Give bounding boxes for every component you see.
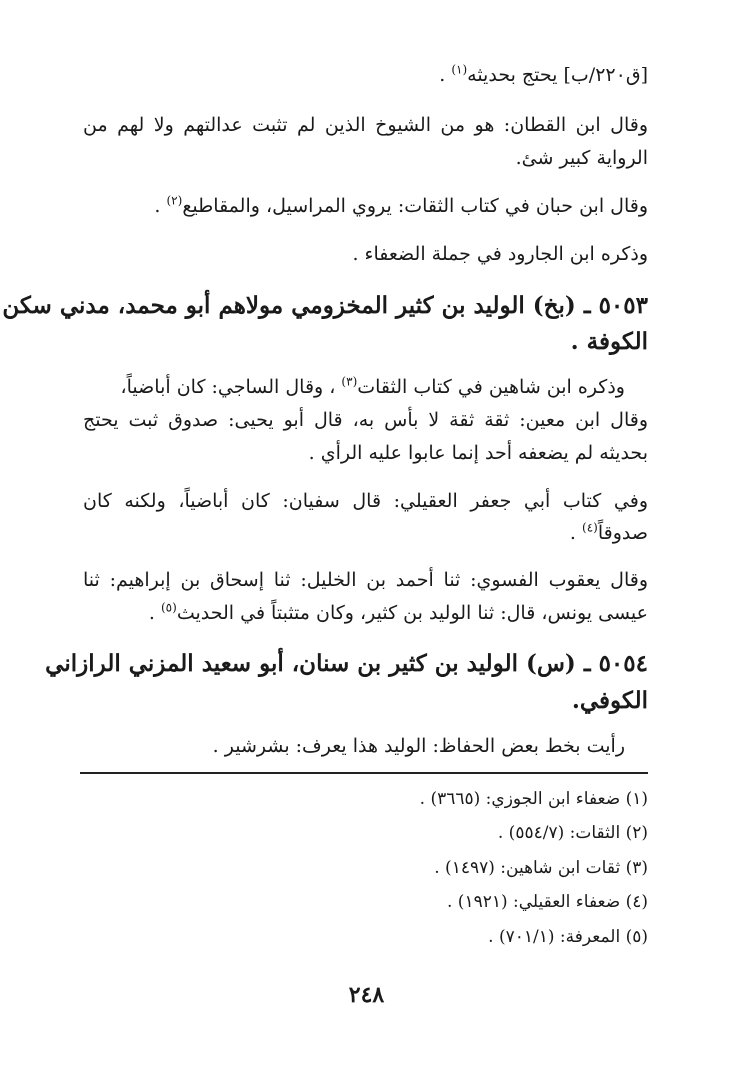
- entry-heading: ٥٠٥٣ ـ (بخ) الوليد بن كثير المخزومي مولاهم أبو محمد، مدني سكن: [2, 292, 648, 319]
- text-line: وقال ابن معين: ثقة ثقة لا بأس به، قال أبو يحيى: صدوق ثبت يحتج: [83, 409, 648, 431]
- footnote-ref[interactable]: (٣): [341, 374, 358, 389]
- text-line: [ق٢٢٠/ب] يحتج بحديثه$^{(١)}$ .: [439, 62, 648, 86]
- footnote: (٥) المعرفة: (٧٠١/١) .: [488, 927, 648, 947]
- entry-heading: الكوفة .: [570, 328, 648, 355]
- footnote-divider: [80, 772, 648, 774]
- footnote: (٣) ثقات ابن شاهين: (١٤٩٧) .: [434, 858, 648, 878]
- footnote-ref[interactable]: (١): [451, 62, 468, 77]
- footnote: (١) ضعفاء ابن الجوزي: (٣٦٦٥) .: [419, 789, 648, 809]
- text-line: وقال ابن القطان: هو من الشيوخ الذين لم تثبت عدالتهم ولا لهم من: [83, 114, 648, 136]
- text-line: صدوقاً$^{(٤)}$ .: [569, 520, 648, 544]
- text-line: وقال ابن حبان في كتاب الثقات: يروي المراسيل، والمقاطيع$^{(٢)}$ .: [154, 193, 648, 217]
- entry-heading: الكوفي.: [571, 687, 648, 714]
- text-line: الرواية كبير شئ.: [515, 147, 648, 169]
- text-line: بحديثه لم يضعفه أحد إنما عابوا عليه الرأي .: [308, 442, 648, 464]
- footnote-ref[interactable]: (٤): [582, 520, 598, 535]
- text-line: عيسى يونس، قال: ثنا الوليد بن كثير، وكان متثبتاً في الحديث$^{(٥)}$ .: [148, 600, 648, 624]
- text-line: وفي كتاب أبي جعفر العقيلي: قال سفيان: كان أباضياً، ولكنه كان: [83, 490, 649, 512]
- entry-heading: ٥٠٥٤ ـ (س) الوليد بن كثير بن سنان، أبو سعيد المزني الرازاني: [45, 650, 648, 677]
- text-line: رأيت بخط بعض الحفاظ: الوليد هذا يعرف: بشرشير .: [212, 735, 625, 757]
- text-line: وذكره ابن الجارود في جملة الضعفاء .: [352, 243, 648, 265]
- footnote: (٢) الثقات: (٥٥٤/٧) .: [497, 823, 648, 843]
- page-number: ٢٤٨: [348, 982, 385, 1008]
- footnote: (٤) ضعفاء العقيلي: (١٩٢١) .: [446, 892, 648, 912]
- footnote-ref[interactable]: (٢): [166, 193, 183, 208]
- text-line: وذكره ابن شاهين في كتاب الثقات$^{(٣)}$ ، وقال الساجي: كان أباضياً،: [120, 374, 625, 398]
- footnote-ref[interactable]: (٥): [160, 600, 177, 615]
- text-line: وقال يعقوب الفسوي: ثنا أحمد بن الخليل: ثنا إسحاق بن إبراهيم: ثنا: [83, 569, 648, 591]
